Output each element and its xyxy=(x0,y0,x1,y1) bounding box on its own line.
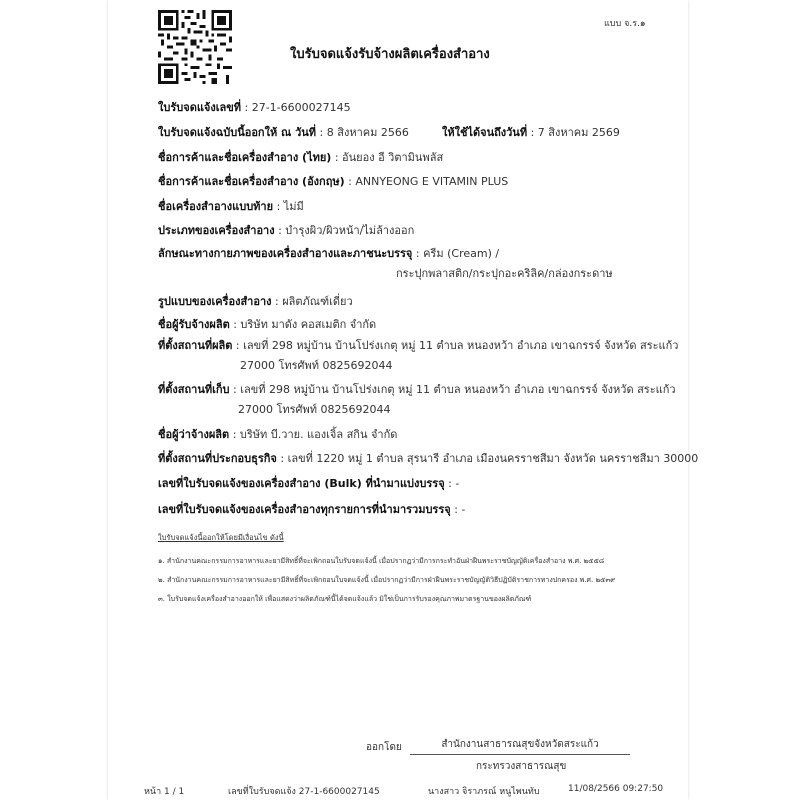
field-label: ที่ตั้งสถานที่ผลิต xyxy=(158,339,233,352)
field-value: : 8 สิงหาคม 2566 xyxy=(319,126,409,139)
condition-item: ๑. สำนักงานคณะกรรมการอาหารและยามีสิทธิ์ที่จะเพิกถอนใบรับจดแจ้งนี้ เมื่อปรากฏว่ามีการกระทำอันฝ่าฝืนพระราชบัญญัติเครื่องสำอาง พ.ศ. ๒๕๕๘ xyxy=(158,557,605,565)
field-label: เลขที่ใบรับจดแจ้งของเครื่องสำอาง (Bulk) ที่นำมาแบ่งบรรจุ xyxy=(158,477,445,490)
conditions-heading: ใบรับจดแจ้งนี้ออกให้โดยมีเงื่อนไข ดังนี้ xyxy=(158,533,284,542)
field-physical xyxy=(158,244,499,262)
field-value: : เลขที่ 298 หมู่บ้าน บ้านโปร่งเกตุ หมู่ 11 ตำบล หนองหว้า อำเภอ เขาฉกรรจ์ จังหวัด สระแก้ว xyxy=(235,339,679,352)
field-hirer xyxy=(158,425,397,443)
field-value: : - xyxy=(454,503,466,516)
field-contractor xyxy=(158,315,376,333)
field-label: ชื่อการค้าและชื่อเครื่องสำอาง (อังกฤษ) xyxy=(158,175,345,188)
field-business-site xyxy=(158,449,698,467)
field-type xyxy=(158,221,414,239)
field-label: ชื่อผู้รับจ้างผลิต xyxy=(158,318,230,331)
field-label: ให้ใช้ได้จนถึงวันที่ xyxy=(442,126,528,139)
issuer-name: สำนักงานสาธารณสุขจังหวัดสระแก้ว xyxy=(410,737,630,755)
field-value: : 27-1-6600027145 xyxy=(244,101,351,114)
field-value: : ครีม (Cream) / xyxy=(415,247,500,260)
field-physical-cont: กระปุกพลาสติก/กระปุกอะคริลิค/กล่องกระดาษ xyxy=(396,267,613,280)
field-value: : บริษัท บี.วาย. แองเจิ้ล สกิน จำกัด xyxy=(232,428,398,441)
condition-item: ๓. ใบรับจดแจ้งเครื่องสำอางออกให้ เพื่อแสดงว่าผลิตภัณฑ์นี้ได้จดแจ้งแล้ว มิใช่เป็นการรับรองคุณภาพมาตรฐานของผลิตภัณฑ์ xyxy=(158,595,532,603)
field-value: : เลขที่ 298 หมู่บ้าน บ้านโปร่งเกตุ หมู่ 11 ตำบล หนองหว้า อำเภอ เขาฉกรรจ์ จังหวัด สระแก้ว xyxy=(233,383,676,396)
field-value: : บริษัท มาดัง คอสเมติก จำกัด xyxy=(233,318,377,331)
field-label: ชื่อผู้ว่าจ้างผลิต xyxy=(158,428,230,441)
field-form xyxy=(158,292,353,310)
field-label: ชื่อการค้าและชื่อเครื่องสำอาง (ไทย) xyxy=(158,151,332,164)
footer-doc-number: เลขที่ใบรับจดแจ้ง 27-1-6600027145 xyxy=(228,787,380,797)
condition-item: ๒. สำนักงานคณะกรรมการอาหารและยามีสิทธิ์ที่จะเพิกถอนใบจดแจ้งนี้ เมื่อปรากฏว่ามีการฝ่าฝืนพระราชบัญญัติวิธีปฏิบัติราชการทางปกครอง พ.ศ. ๒๕๓๙ xyxy=(158,576,616,584)
field-storage-site-cont: 27000 โทรศัพท์ 0825692044 xyxy=(238,403,391,416)
field-value: : ไม่มี xyxy=(276,200,304,213)
footer-page-number: หน้า 1 / 1 xyxy=(144,787,185,797)
field-label: เลขที่ใบรับจดแจ้งของเครื่องสำอางทุกรายการที่นำมารวมบรรจุ xyxy=(158,503,451,516)
field-label: ที่ตั้งสถานที่ประกอบธุรกิจ xyxy=(158,452,277,465)
field-suffix-name xyxy=(158,197,304,215)
field-value: : ผลิตภัณฑ์เดี่ยว xyxy=(275,295,353,308)
document-page xyxy=(108,0,688,800)
field-name-en xyxy=(158,172,508,190)
ministry-name: กระทรวงสาธารณสุข xyxy=(476,761,567,772)
field-value: : 7 สิงหาคม 2569 xyxy=(530,126,620,139)
qr-code xyxy=(158,10,232,84)
field-issue-date xyxy=(158,123,409,141)
field-valid-until xyxy=(442,123,620,141)
field-value: : เลขที่ 1220 หมู่ 1 ตำบล สุรนารี อำเภอ เมืองนครราชสีมา จังหวัด นครราชสีมา 30000 xyxy=(280,452,699,465)
field-label: รูปแบบของเครื่องสำอาง xyxy=(158,295,272,308)
document-title: ใบรับจดแจ้งรับจ้างผลิตเครื่องสำอาง xyxy=(290,47,490,62)
field-name-th xyxy=(158,148,443,166)
field-label: ประเภทของเครื่องสำอาง xyxy=(158,224,275,237)
field-mfg-site-cont: 27000 โทรศัพท์ 0825692044 xyxy=(240,359,393,372)
field-mfg-site xyxy=(158,336,678,354)
field-label: ที่ตั้งสถานที่เก็บ xyxy=(158,383,230,396)
field-label: ลักษณะทางกายภาพของเครื่องสำอางและภาชนะบรรจุ xyxy=(158,247,413,260)
field-label: ใบรับจดแจ้งฉบับนี้ออกให้ ณ วันที่ xyxy=(158,126,317,139)
field-label: ชื่อเครื่องสำอางแบบท้าย xyxy=(158,200,274,213)
field-value: : อันยอง อี วิตามินพลัส xyxy=(334,151,444,164)
field-value: : - xyxy=(448,477,460,490)
footer-timestamp: 11/08/2566 09:27:50 xyxy=(568,784,664,794)
issued-by-label: ออกโดย xyxy=(366,742,402,753)
field-bulk-no xyxy=(158,474,459,492)
field-value: : บำรุงผิว/ผิวหน้า/ไม่ล้างออก xyxy=(278,224,415,237)
field-value: : ANNYEONG E VITAMIN PLUS xyxy=(348,175,509,188)
footer-officer: นางสาว จิราภรณ์ หนูไพนทับ xyxy=(428,787,540,797)
field-label: ใบรับจดแจ้งเลขที่ xyxy=(158,101,242,114)
field-all-no xyxy=(158,500,465,518)
field-storage-site xyxy=(158,380,676,398)
field-notify-no xyxy=(158,98,351,116)
form-code: แบบ จ.ร.๑ xyxy=(604,19,646,29)
